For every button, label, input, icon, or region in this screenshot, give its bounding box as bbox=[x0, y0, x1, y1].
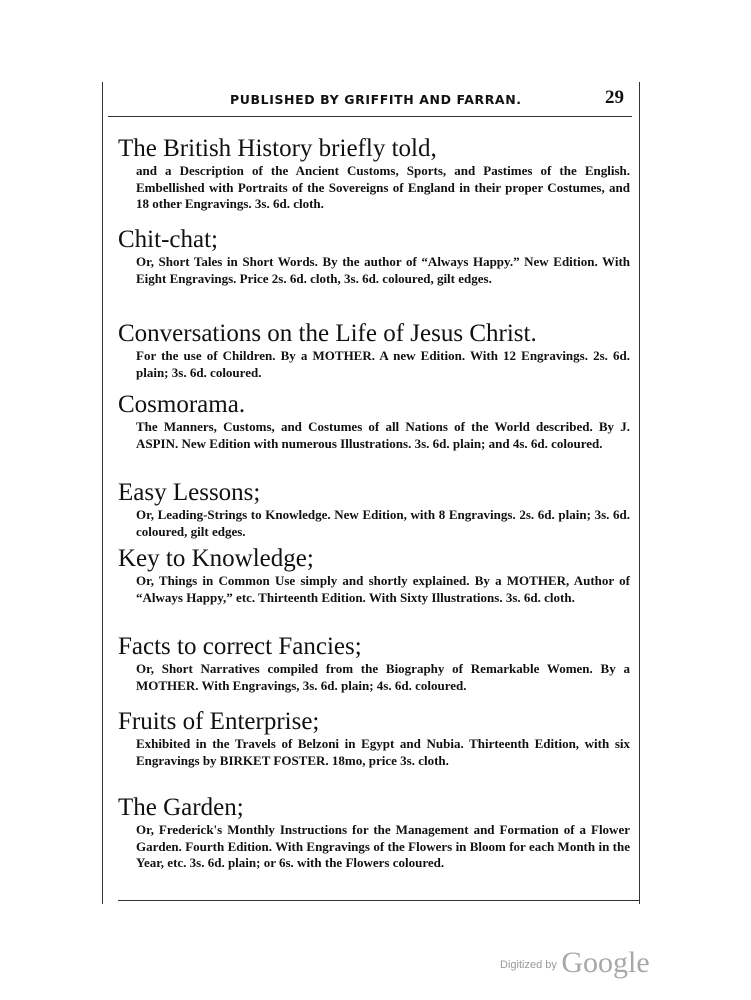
catalogue-entry-the-garden bbox=[118, 794, 630, 872]
entry-title: Fruits of Enterprise; bbox=[118, 708, 320, 735]
page-number: 29 bbox=[605, 87, 624, 108]
entry-description: For the use of Children. By a MOTHER. A new Edition. With 12 Engravings. 2s. 6d. plain; 3s. 6d. coloured. bbox=[136, 348, 630, 380]
entry-description: Or, Short Narratives compiled from the Biography of Remarkable Women. By a MOTHER. With Engravings, 3s. 6d. plain; 4s. 6d. coloured. bbox=[136, 661, 630, 693]
entry-description: Or, Things in Common Use simply and shortly explained. By a MOTHER, Author of “Always Happy,” etc. Thirteenth Edition. With Sixty Illustrations. 3s. 6d. cloth. bbox=[136, 573, 630, 605]
catalogue-entry-conversations bbox=[118, 320, 630, 381]
entry-title: The Garden; bbox=[118, 794, 244, 821]
digitized-by-google-watermark bbox=[500, 946, 650, 980]
catalogue-entry-chit-chat bbox=[118, 226, 630, 287]
entry-description: and a Description of the Ancient Customs, Sports, and Pastimes of the English. Embellished with Portraits of the Sovereigns of England in their proper Costumes, and 18 other Engravings. 3s. 6d. cloth. bbox=[136, 163, 630, 211]
entry-title: Key to Knowledge; bbox=[118, 545, 314, 572]
bottom-rule bbox=[118, 900, 640, 901]
entry-title: The British History briefly told, bbox=[118, 135, 437, 162]
entry-title: Conversations on the Life of Jesus Christ. bbox=[118, 320, 537, 347]
catalogue-entry-fruits-of-enterprise bbox=[118, 708, 630, 769]
entry-title: Cosmorama. bbox=[118, 391, 246, 418]
entry-description: Or, Frederick's Monthly Instructions for the Management and Formation of a Flower Garden. Fourth Edition. With Engravings of the Flowers in Bloom for each Month in the Year, etc. 3s. 6d. plain; or 6s. with the Flowers coloured. bbox=[136, 822, 630, 870]
entry-description: Exhibited in the Travels of Belzoni in Egypt and Nubia. Thirteenth Edition, with six Engravings by BIRKET FOSTER. 18mo, price 3s. cloth. bbox=[136, 736, 630, 768]
entry-title: Chit-chat; bbox=[118, 226, 218, 253]
catalogue-entry-key-to-knowledge bbox=[118, 545, 630, 606]
catalogue-entry-facts-to-correct-fancies bbox=[118, 633, 630, 694]
catalogue-entry-cosmorama bbox=[118, 391, 630, 452]
entry-description: Or, Leading-Strings to Knowledge. New Edition, with 8 Engravings. 2s. 6d. plain; 3s. 6d. coloured, gilt edges. bbox=[136, 507, 630, 539]
entry-title: Easy Lessons; bbox=[118, 479, 261, 506]
entry-title: Facts to correct Fancies; bbox=[118, 633, 362, 660]
google-logo: Google bbox=[561, 946, 650, 979]
catalogue-entry-easy-lessons bbox=[118, 479, 630, 540]
running-header bbox=[108, 88, 632, 117]
watermark-prefix: Digitized by bbox=[500, 959, 557, 971]
entry-description: The Manners, Customs, and Costumes of all Nations of the World described. By J. ASPIN. New Edition with numerous Illustrations. 3s. 6d. plain; and 4s. 6d. coloured. bbox=[136, 419, 630, 451]
running-title: PUBLISHED BY GRIFFITH AND FARRAN. bbox=[230, 92, 522, 107]
catalogue-entry-british-history bbox=[118, 135, 630, 213]
entry-description: Or, Short Tales in Short Words. By the author of “Always Happy.” New Edition. With Eight Engravings. Price 2s. 6d. cloth, 3s. 6d. coloured, gilt edges. bbox=[136, 254, 630, 286]
